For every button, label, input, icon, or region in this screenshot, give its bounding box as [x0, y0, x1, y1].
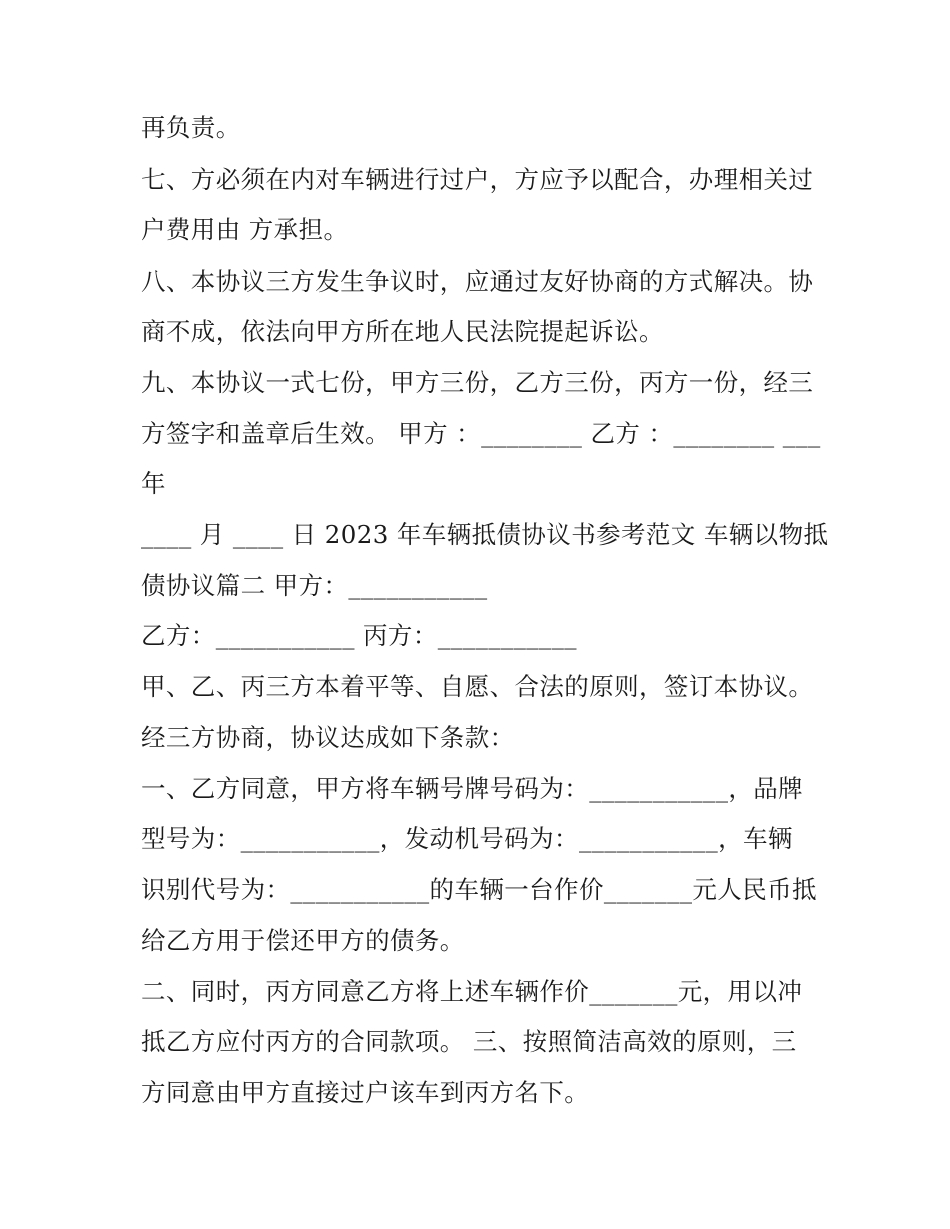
- text-line: 八、本协议三方发生争议时，应通过友好协商的方式解决。协: [141, 267, 814, 296]
- text-line: 识别代号为：___________的车辆一台作价_______元人民币抵: [141, 875, 817, 904]
- text-line: 方同意由甲方直接过户该车到丙方名下。: [141, 1078, 590, 1107]
- text-line: 债协议篇二 甲方：___________: [141, 571, 488, 600]
- text-line: 七、方必须在内对车辆进行过户，方应予以配合，办理相关过: [141, 165, 814, 194]
- text-line: 户费用由 方承担。: [141, 215, 349, 244]
- text-line: ____ 月 ____ 日 2023 年车辆抵债协议书参考范文 车辆以物抵: [141, 520, 829, 549]
- text-line: 商不成，依法向甲方所在地人民法院提起诉讼。: [141, 317, 664, 346]
- text-line: 甲、乙、丙三方本着平等、自愿、合法的原则，签订本协议。: [141, 672, 814, 701]
- text-line: 方签字和盖章后生效。 甲方 ：________ 乙方 ：________ ___: [141, 419, 821, 448]
- text-line: 年: [141, 469, 166, 498]
- text-line: 二、同时，丙方同意乙方将上述车辆作价_______元，用以冲: [141, 977, 803, 1006]
- text-line: 一、乙方同意，甲方将车辆号牌号码为：___________，品牌: [141, 774, 804, 803]
- text-line: 抵乙方应付丙方的合同款项。 三、按照简洁高效的原则，三: [141, 1027, 797, 1056]
- text-line: 再负责。: [141, 113, 241, 142]
- text-line: 型号为：___________，发动机号码为：___________，车辆: [141, 824, 793, 853]
- text-line: 给乙方用于偿还甲方的债务。: [141, 926, 465, 955]
- text-line: 九、本协议一式七份，甲方三份，乙方三份，丙方一份，经三: [141, 368, 814, 397]
- text-line: 经三方协商，协议达成如下条款：: [141, 723, 515, 752]
- text-line: 乙方：___________ 丙方：___________: [141, 621, 577, 650]
